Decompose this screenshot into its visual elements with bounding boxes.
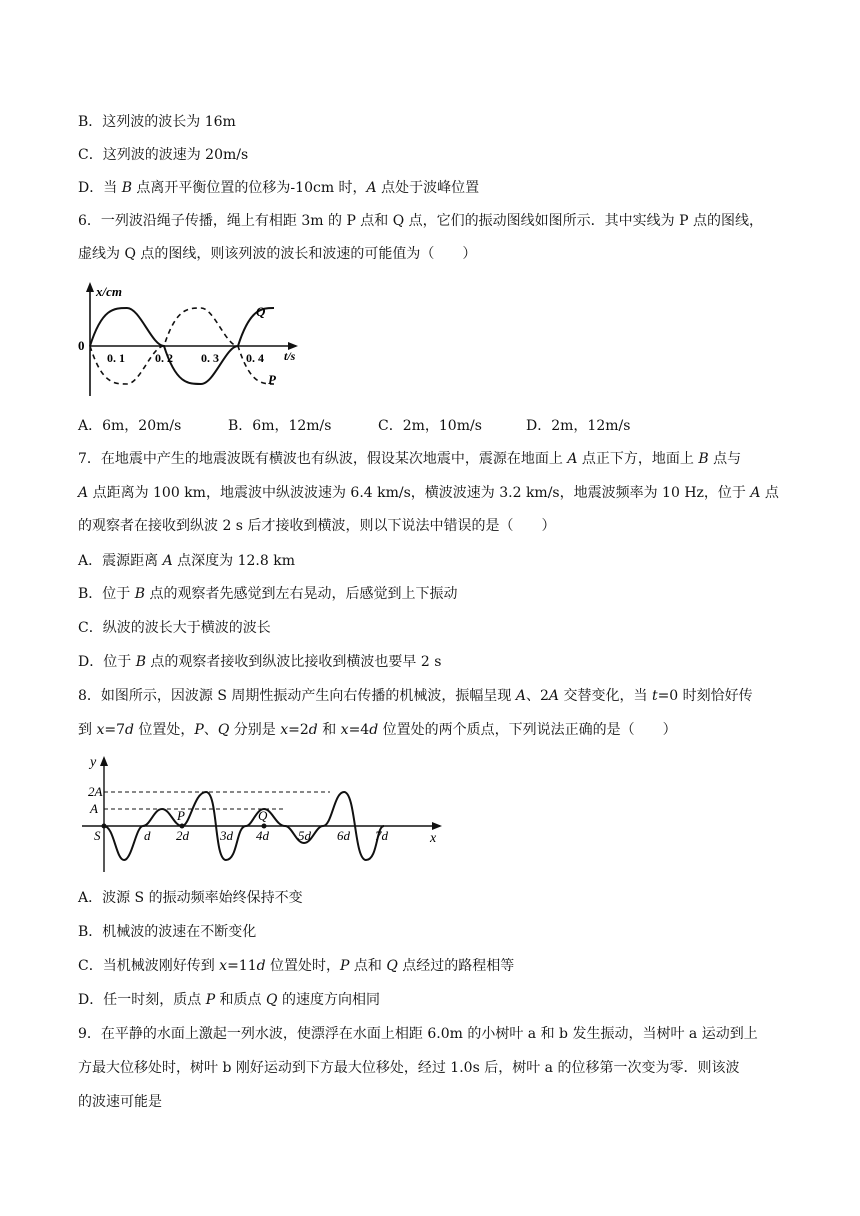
- q9-stem-line-2: 方最大位移处时，树叶 b 刚好运动到下方最大位移处，经过 1.0s 后，树叶 a 的位移第一次变为零．则该波: [78, 1060, 740, 1076]
- q7-stem-line-3: 的观察者在接收到纵波 2 s 后才接收到横波，则以下说法中错误的是（ ）: [78, 518, 556, 534]
- q6-origin-label: 0: [78, 338, 85, 353]
- q6-label-p: P: [268, 372, 276, 387]
- q8-tick-label: 7d: [375, 828, 388, 843]
- q6-tick-label: 0. 2: [155, 351, 173, 365]
- q8-stem-line-1: 8．如图所示，因波源 S 周期性振动产生向右传播的机械波，振幅呈现 A、2A 交替变化，当 t=0 时刻恰好传: [78, 688, 753, 704]
- q8-y-axis-arrow: [100, 756, 108, 766]
- q8-point-q-label: Q: [258, 808, 268, 823]
- q6-vibration-graph: [74, 278, 314, 402]
- q8-stem-line-2: 到 x=7d 位置处，P、Q 分别是 x=2d 和 x=4d 位置处的两个质点，下列说法正确的是（ ）: [78, 722, 677, 738]
- q6-tick-label: 0. 4: [246, 351, 264, 365]
- q6-y-axis-arrow: [86, 282, 94, 292]
- q6-y-axis-label: x/cm: [96, 284, 122, 299]
- q5-option-c: C．这列波的波速为 20m/s: [78, 147, 249, 163]
- q5-option-d: D．当 B 点离开平衡位置的位移为-10cm 时，A 点处于波峰位置: [78, 180, 480, 196]
- q8-y-label: y: [90, 755, 97, 770]
- q6-option-c: C．2m，10m/s: [378, 418, 482, 434]
- q8-2a-label: 2A: [88, 784, 103, 799]
- q8-point-s-label: S: [94, 828, 101, 843]
- q8-x-axis-arrow: [432, 822, 442, 830]
- q6-t-axis-label: t/s: [284, 349, 296, 363]
- q7-option-d: D．位于 B 点的观察者接收到纵波比接收到横波也要早 2 s: [78, 654, 442, 670]
- q8-x-label: x: [430, 831, 437, 846]
- q5-option-b: B．这列波的波长为 16m: [78, 114, 236, 130]
- q8-tick-label: 6d: [337, 828, 350, 843]
- q6-stem-line-2: 虚线为 Q 点的图线，则该列波的波长和波速的可能值为（ ）: [78, 246, 477, 262]
- q6-option-b: B．6m，12m/s: [228, 418, 332, 434]
- q7-option-b: B．位于 B 点的观察者先感觉到左右晃动，后感觉到上下振动: [78, 586, 458, 602]
- q8-option-b: B．机械波的波速在不断变化: [78, 924, 257, 940]
- q8-tick-label: 5d: [298, 828, 311, 843]
- q8-tick-label: 3d: [220, 828, 233, 843]
- q6-tick-label: 0. 1: [107, 351, 125, 365]
- q8-option-d: D．任一时刻，质点 P 和质点 Q 的速度方向相同: [78, 992, 380, 1008]
- q6-options: [78, 416, 630, 436]
- q8-option-a: A．波源 S 的振动频率始终保持不变: [78, 890, 303, 906]
- q8-point-s: [102, 824, 107, 829]
- q8-tick-label: d: [144, 828, 151, 843]
- q6-label-q: Q: [256, 304, 266, 319]
- q8-option-c: C．当机械波刚好传到 x=11d 位置处时，P 点和 Q 点经过的路程相等: [78, 958, 515, 974]
- q9-stem-line-3: 的波速可能是: [78, 1094, 162, 1110]
- q6-stem-line-1: 6．一列波沿绳子传播，绳上有相距 3m 的 P 点和 Q 点，它们的振动图线如图所示．其中实线为 P 点的图线，: [78, 213, 764, 229]
- q8-a-label: A: [90, 801, 98, 816]
- q7-stem-line-2: A 点距离为 100 km，地震波中纵波波速为 6.4 km/s，横波波速为 3.2 km/s，地震波频率为 10 Hz，位于 A 点: [78, 485, 779, 501]
- q6-tick-label: 0. 3: [201, 351, 219, 365]
- q9-stem-line-1: 9．在平静的水面上激起一列水波，使漂浮在水面上相距 6.0m 的小树叶 a 和 b 发生振动，当树叶 a 运动到上: [78, 1026, 758, 1042]
- q8-wave-graph: [80, 752, 450, 878]
- q8-tick-label: 2d: [176, 828, 189, 843]
- q8-tick-label: 4d: [256, 828, 269, 843]
- q7-option-a: A．震源距离 A 点深度为 12.8 km: [78, 553, 295, 569]
- q6-option-a: A．6m，20m/s: [78, 418, 182, 434]
- q7-option-c: C．纵波的波长大于横波的波长: [78, 620, 271, 636]
- q6-option-d: D．2m，12m/s: [526, 418, 631, 434]
- q7-stem-line-1: 7．在地震中产生的地震波既有横波也有纵波，假设某次地震中，震源在地面上 A 点正下方，地面上 B 点与: [78, 451, 742, 467]
- q8-point-p-label: P: [177, 808, 185, 823]
